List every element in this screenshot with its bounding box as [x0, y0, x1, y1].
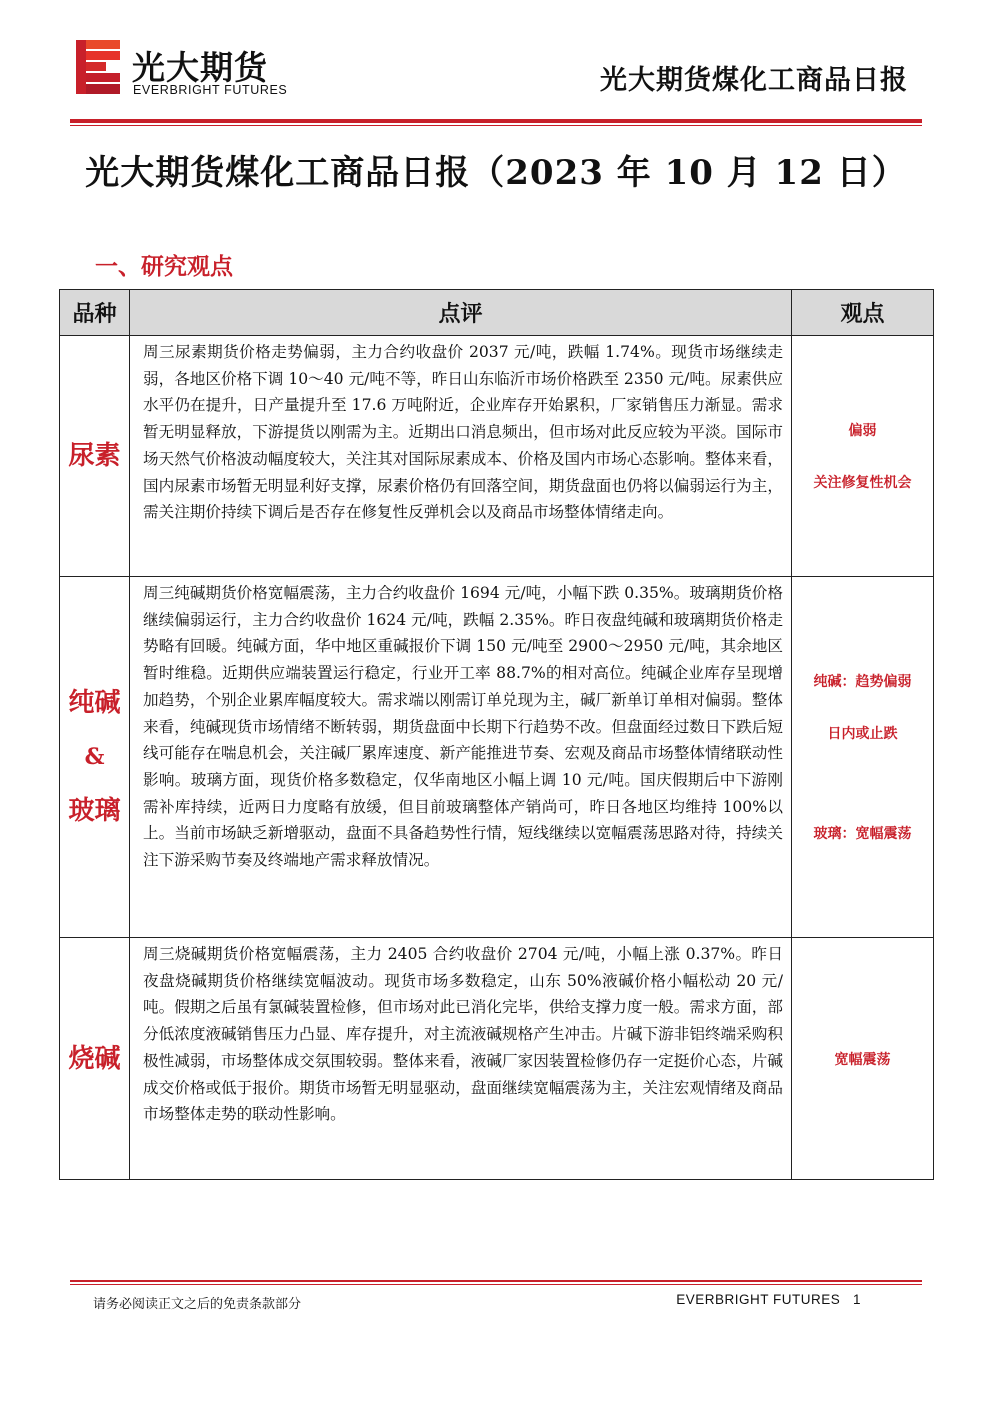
comment-cell: 周三尿素期货价格走势偏弱，主力合约收盘价 2037 元/吨，跌幅 1.74%。现货市场继续走弱，各地区价格下调 10～40 元/吨不等，昨日山东临沂市场价格跌至 2350 元/吨。尿素供应水平仍在提升，日产量提升至 17.6 万吨附近，企业库存开始累积，厂家销售压力渐显。需求暂无明显释放，下游提货以刚需为主。近期出口消息频出，但市场对此反应较为平淡。国际市场天然气价格波动幅度较大，关注其对国际尿素成本、价格及国内市场心态影响。整体来看，国内尿素市场暂无明显利好支撑，尿素价格仍有回落空间，期货盘面也仍将以偏弱运行为主，需关注期价持续下调后是否存在修复性反弹机会以及商品市场整体情绪走向。	[130, 336, 792, 577]
header-comment: 点评	[130, 290, 792, 336]
view-cell	[792, 938, 934, 1180]
footer-brand: EVERBRIGHT FUTURES	[676, 1292, 841, 1307]
header-variety: 品种	[60, 290, 130, 336]
table-row	[60, 938, 934, 1180]
footer-divider-thin	[70, 1284, 922, 1285]
footer-disclaimer: 请务必阅读正文之后的免责条款部分	[93, 1297, 302, 1312]
view-label: 日内或止跌	[827, 726, 898, 742]
variety-label: 纯碱	[68, 688, 121, 718]
view-label: 关注修复性机会	[813, 475, 912, 491]
table-row	[60, 336, 934, 577]
comment-cell: 周三纯碱期货价格宽幅震荡，主力合约收盘价 1694 元/吨，小幅下跌 0.35%。玻璃期货价格继续偏弱运行，主力合约收盘价 1624 元/吨，跌幅 2.35%。昨日夜盘纯碱和玻璃期货价格走势略有回暖。纯碱方面，华中地区重碱报价下调 150 元/吨至 2900～2950 元/吨，其余地区暂时维稳。近期供应端装置运行稳定，行业开工率 88.7%的相对高位。纯碱企业库存呈现增加趋势，个别企业累库幅度较大。需求端以刚需订单兑现为主，碱厂新单订单相对偏弱。整体来看，纯碱现货市场情绪不断转弱，期货盘面中长期下行趋势不改。但盘面经过数日下跌后短线可能存在喘息机会，关注碱厂累库速度、新产能推进节奏、宏观及商品市场整体情绪联动性影响。玻璃方面，现货价格多数稳定，仅华南地区小幅上调 10 元/吨。国庆假期后中下游刚需补库持续，近两日力度略有放缓，但目前玻璃整体产销尚可，昨日各地区均维持 100%以上。当前市场缺乏新增驱动，盘面不具备趋势性行情，短线继续以宽幅震荡思路对待，持续关注下游采购节奏及终端地产需求释放情况。	[130, 577, 792, 938]
view-cell	[792, 336, 934, 577]
comment-cell: 周三烧碱期货价格宽幅震荡，主力 2405 合约收盘价 2704 元/吨，小幅上涨 0.37%。昨日夜盘烧碱期货价格继续宽幅波动。现货市场多数稳定，山东 50%液碱价格小幅松动 20 元/吨。假期之后虽有氯碱装置检修，但市场对此已消化完毕，供给支撑力度一般。需求方面，部分低浓度液碱销售压力凸显、库存提升，对主流液碱规格产生冲击。片碱下游非铝终端采购积极性减弱，市场整体成交氛围较弱。整体来看，液碱厂家因装置检修仍存一定挺价心态，片碱成交价格或低于报价。期货市场暂无明显驱动，盘面继续宽幅震荡为主，关注宏观情绪及商品市场整体走势的联动性影响。	[130, 938, 792, 1180]
table-row	[60, 577, 934, 938]
variety-label: 尿素	[68, 441, 121, 471]
view-label: 宽幅震荡	[834, 1051, 891, 1068]
view-label: 偏弱	[848, 423, 877, 439]
section-heading: 一、研究观点	[95, 253, 233, 280]
variety-label: 玻璃	[68, 796, 121, 826]
footer-divider	[70, 1280, 922, 1282]
header-divider-thin	[70, 125, 922, 126]
header-title: 光大期货煤化工商品日报	[600, 65, 908, 96]
variety-cell	[60, 938, 130, 1180]
view-label: 纯碱：趋势偏弱	[813, 674, 912, 690]
view-label: 玻璃：宽幅震荡	[813, 826, 912, 842]
variety-label: &	[84, 744, 105, 770]
everbright-logo-icon	[76, 40, 120, 96]
footer-brand-page	[676, 1292, 861, 1307]
view-cell	[792, 577, 934, 938]
page-number: 1	[852, 1292, 861, 1307]
logo-english-name: EVERBRIGHT FUTURES	[133, 83, 288, 97]
header-view: 观点	[792, 290, 934, 336]
table-header-row	[60, 290, 934, 336]
header-divider	[70, 119, 922, 123]
logo-chinese-name: 光大期货	[132, 48, 268, 87]
variety-cell	[60, 336, 130, 577]
variety-cell	[60, 577, 130, 938]
research-table	[59, 289, 934, 1180]
variety-label: 烧碱	[68, 1043, 121, 1074]
document-title: 光大期货煤化工商品日报（2023 年 10 月 12 日）	[85, 153, 907, 193]
